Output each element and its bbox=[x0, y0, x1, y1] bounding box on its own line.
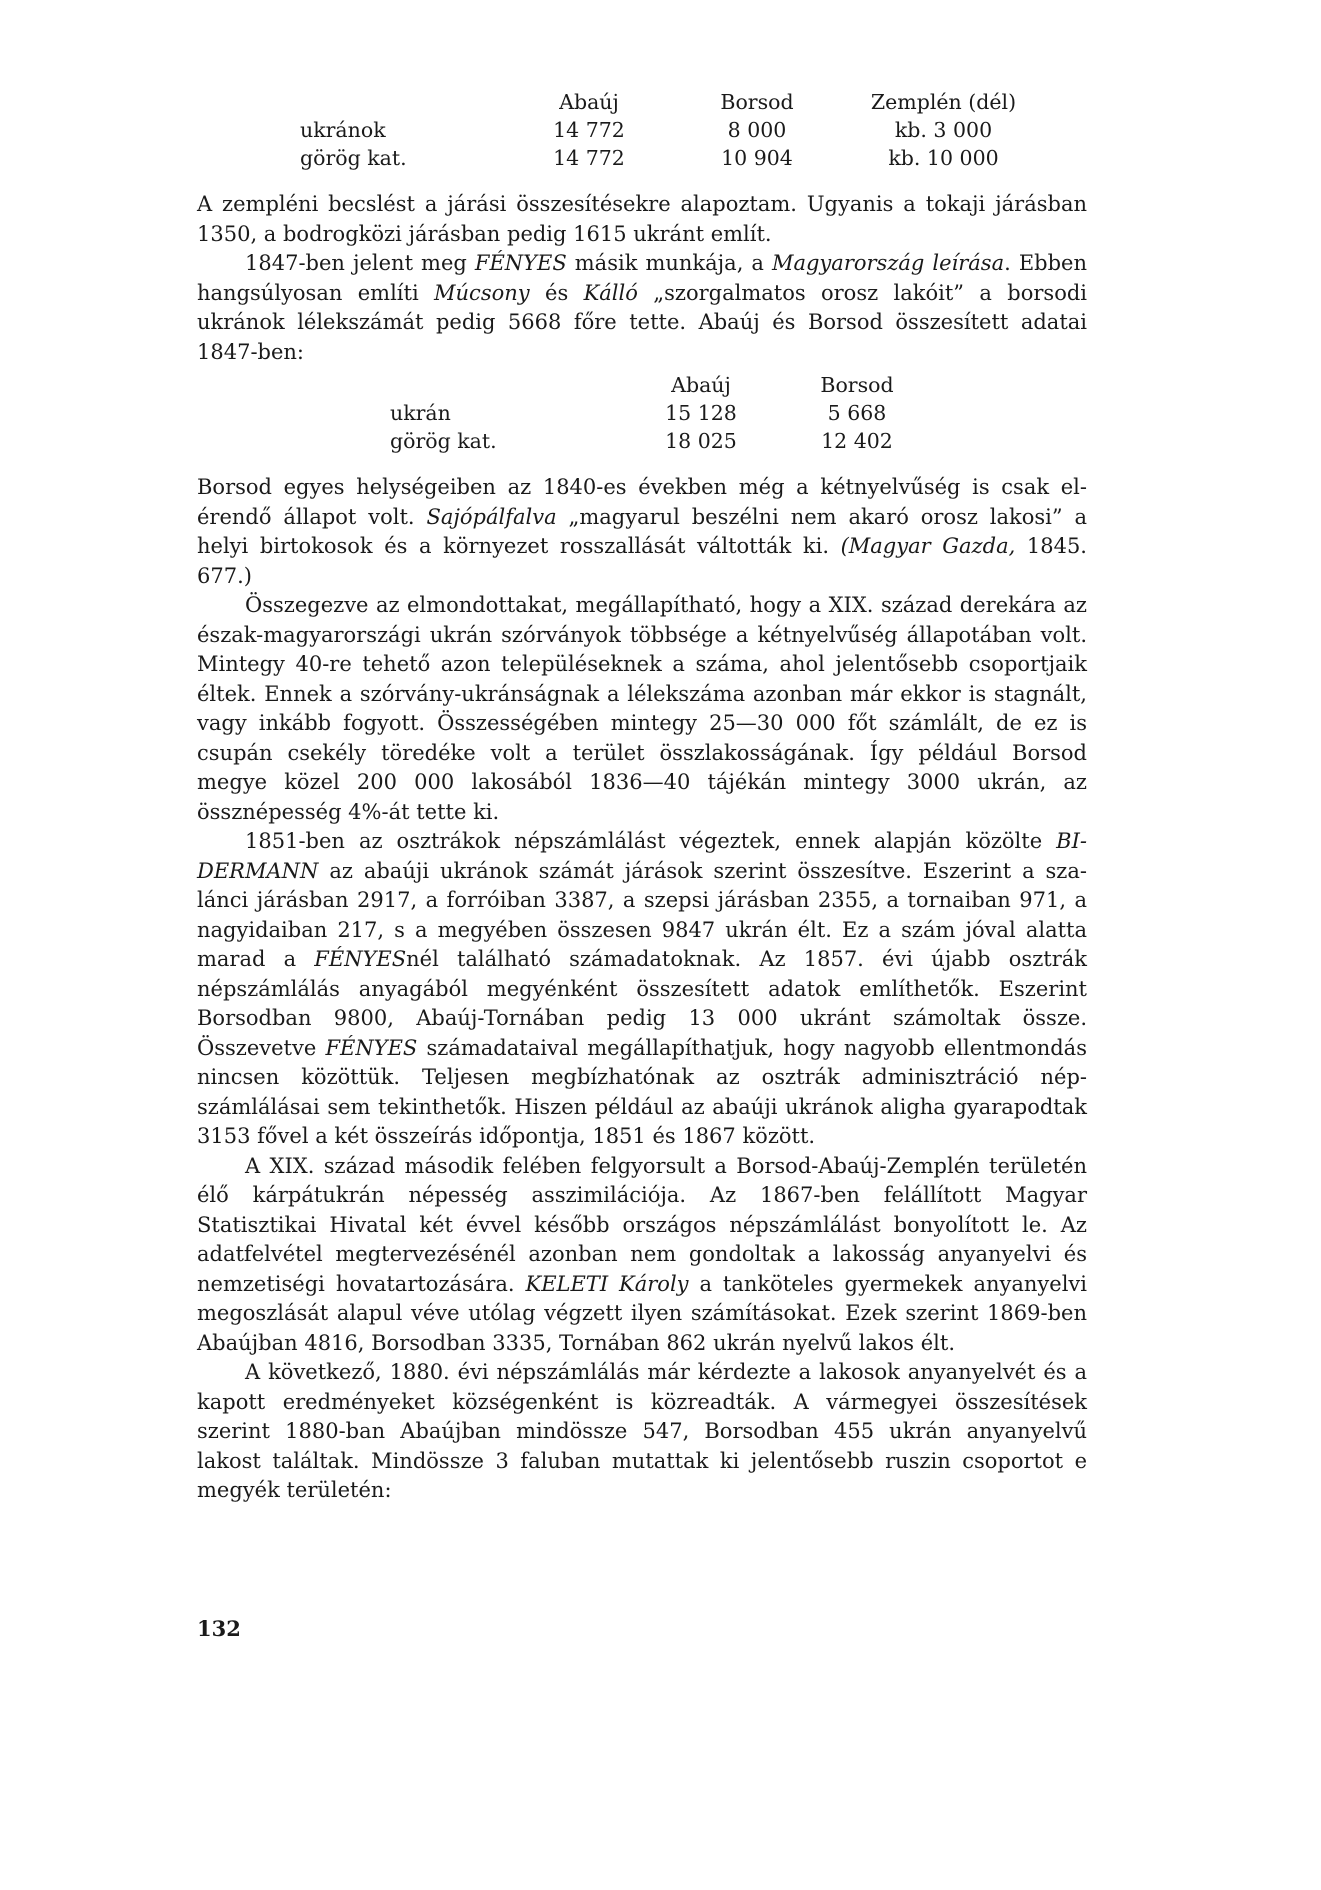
author-name: FÉNYES bbox=[474, 251, 567, 275]
table-header-row bbox=[300, 88, 1051, 116]
text-run: „magyarul beszélni nem akaró orosz lakosi” a helyi birtokosok és a környezet rosszallását váltották ki. bbox=[197, 504, 1088, 558]
table-row bbox=[390, 427, 952, 455]
paragraph bbox=[197, 1152, 1087, 1359]
text-run: 1845. 677.) bbox=[197, 534, 1087, 588]
page-number: 132 bbox=[197, 1616, 241, 1641]
table-header-cell: Borsod bbox=[720, 90, 794, 114]
table-cell: 15 128 bbox=[665, 401, 737, 425]
paragraph: Összegezve az elmondottakat, megállapítható, hogy a XIX. század derekára az észak-magyarországi ukrán szórványok többsége a kétnyelvűség állapotában volt. Mintegy 40-re tehető azon településeknek a száma, ahol jelentősebb csoportjaik éltek. Ennek a szórvány-ukránságnak a lélekszáma azonban már ekkor is stagnált, vagy inkább fogyott. Összességében mintegy 25—30 000 főt számlált, de ez is csupán csekély töredéke volt a terület összlakosságának. Így például Borsod megye közel 200 000 lakosából 1836—40 tájékán mintegy 3000 ukrán, az össznépesség 4%-át tette ki. bbox=[197, 593, 1087, 824]
table-cell: kb. 10 000 bbox=[888, 146, 999, 170]
table-cell: 5 668 bbox=[827, 401, 887, 425]
paragraph bbox=[197, 249, 1087, 367]
source-title: (Magyar Gazda, bbox=[840, 534, 1016, 558]
table-header-cell: Borsod bbox=[820, 373, 894, 397]
paragraph bbox=[197, 827, 1087, 1152]
author-name: FÉNYES bbox=[314, 947, 407, 971]
table-row bbox=[300, 116, 1051, 144]
table-cell: ukrán bbox=[390, 401, 451, 425]
table-cell: kb. 3 000 bbox=[894, 118, 993, 142]
place-name: Kálló bbox=[583, 280, 638, 305]
place-name: Sajópálfalva bbox=[426, 504, 557, 529]
table-cell: 10 904 bbox=[721, 146, 793, 170]
text-run: Borsod egyes helységeiben az 1840-es években még a kétnyelvűség is csak elérendő állapot volt. bbox=[197, 475, 1087, 529]
text-run: „szorgalmatos orosz lakóit” a borsodi ukránok lélekszámát pedig 5668 főre tette. Abaúj és Borsod összesített adatai 1847-ben: bbox=[197, 280, 1087, 364]
paragraph: A zempléni becslést a járási összesítésekre alapoztam. Ugyanis a tokaji járásban 1350, a bodrogközi járásban pedig 1615 ukránt említ. bbox=[197, 192, 1087, 246]
text-run: a tanköteles gyermekek anyanyelvi megoszlását alapul véve utólag végzett ilyen számításokat. Ezek szerint 1869-ben Abaújban 4816, Borsodban 3335, Tornában 862 ukrán nyelvű lakos élt. bbox=[197, 1271, 1087, 1355]
table-header-row bbox=[390, 371, 952, 399]
table-header-cell: Zemplén (dél) bbox=[870, 90, 1017, 114]
text-run: nél található számadatoknak. Az 1857. évi újabb osztrák népszámlálás anyagából megyénként összesített adatok említhetők. Eszerint Borsodban 9800, Abaúj-Tornában pedig 13 000 ukránt számoltak össze. Összevetve bbox=[197, 947, 1087, 1060]
page-content bbox=[197, 88, 1087, 1506]
text-run: A XIX. század második felében felgyorsult a Borsod-Abaúj-Zemplén területén élő kárpátukrán népesség asszimilációja. Az 1867-ben felállított Magyar Statisztikai Hivatal két évvel később országos népszámlálást bonyolított le. Az adatfelvétel megtervezésénél azonban nem gondoltak a lakosság anyanyelvi és nemzetiségi hovatartozására. bbox=[197, 1153, 1087, 1296]
table-header-cell: Abaúj bbox=[671, 373, 731, 397]
table-cell: 14 772 bbox=[553, 118, 625, 142]
table-row bbox=[300, 144, 1051, 172]
table-header-cell: Abaúj bbox=[559, 90, 619, 114]
text-run: 1847-ben jelent meg bbox=[245, 251, 475, 275]
table-cell: 14 772 bbox=[553, 146, 625, 170]
paragraph: A következő, 1880. évi népszámlálás már kérdezte a lakosok anyanyelvét és a kapott eredményeket községenként is közreadták. A vármegyei összesítések szerint 1880-ban Abaújban mindössze 547, Borsodban 455 ukrán anyanyelvű lakost találtak. Mindössze 3 faluban mutattak ki jelentősebb ruszin csoportot e megyék területén: bbox=[197, 1360, 1087, 1502]
text-run: az abaúji ukránok számát járások szerint összesítve. Eszerint a szalánci járásban 2917, a forróiban 3387, a szepsi járásban 2355, a tornaiban 971, a nagyidaiban 217, s a megyében összesen 9847 ukrán élt. Ez a szám jóval alatta marad a bbox=[197, 858, 1087, 971]
place-name: Múcsony bbox=[434, 280, 530, 305]
table-cell: 8 000 bbox=[727, 118, 787, 142]
table-cell: 12 402 bbox=[821, 429, 893, 453]
author-name: KELETI Károly bbox=[525, 1271, 689, 1296]
table-header-cell bbox=[300, 88, 500, 116]
table-1847-estimates bbox=[300, 88, 1051, 172]
text-run: 1851-ben az osztrákok népszámlálást végeztek, ennek alapján közölte bbox=[245, 829, 1057, 853]
table-cell: 18 025 bbox=[665, 429, 737, 453]
table-cell: görög kat. bbox=[300, 146, 407, 170]
book-title: Magyarország leírása bbox=[771, 251, 1005, 275]
table-1847-data bbox=[390, 371, 952, 455]
text-run: másik munkája, a bbox=[566, 251, 772, 275]
text-run: és bbox=[529, 280, 584, 305]
table-cell: görög kat. bbox=[390, 429, 497, 453]
table-cell: ukránok bbox=[300, 118, 386, 142]
text-run: számadataival megállapíthatjuk, hogy nagyobb ellentmondás nincsen közöttük. Teljesen megbízhatónak az osztrák adminisztráció népszámlálásai sem tekinthetők. Hiszen például az abaúji ukránok aligha gyarapodtak 3153 fővel a két összeírás időpontja, 1851 és 1867 között. bbox=[197, 1035, 1087, 1148]
paragraph bbox=[197, 473, 1087, 591]
author-name: BIDERMANN bbox=[197, 829, 1087, 883]
author-name: FÉNYES bbox=[325, 1035, 418, 1060]
table-row bbox=[390, 399, 952, 427]
table-header-cell bbox=[390, 371, 640, 399]
text-run: . Ebben hangsúlyosan említi bbox=[197, 251, 1087, 305]
